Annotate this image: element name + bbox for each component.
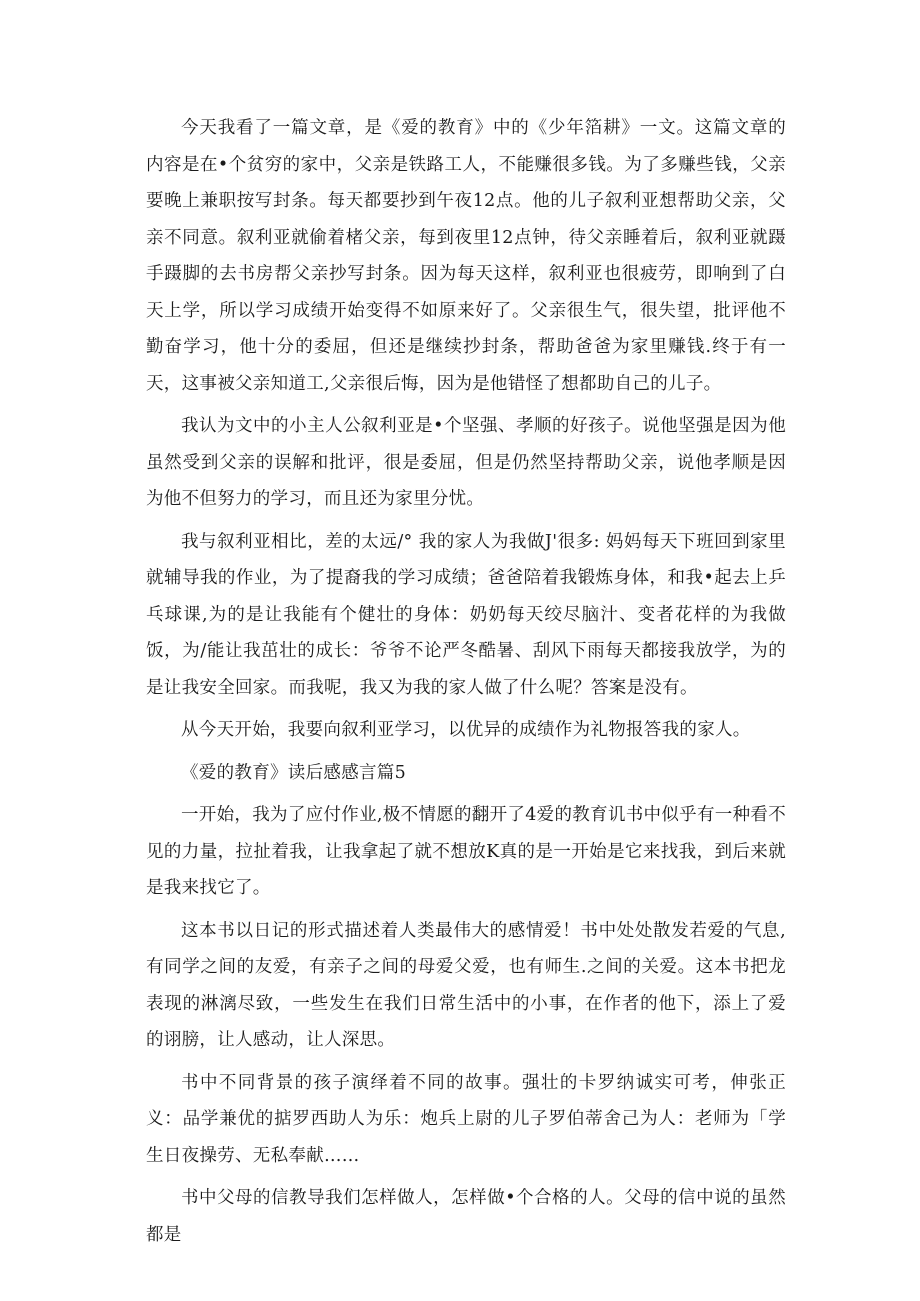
paragraph-comparison: 我与叙利亚相比，差的太远/° 我的家人为我做J'很多: 妈妈每天下班回到家里就辅导我的作业，为了提裔我的学习成绩；爸爸陪着我锻炼身体，和我•起去上乒乓球课,为的是让我能有个健壮的身体：奶奶每天绞尽脑汁、变者花样的为我做饭，为/能让我茁壮的成长：爷爷不论严冬酷暑、刮风下雨每天都接我放学，为的是让我安全回家。而我呢，我又为我的家人做了什么呢？答案是没有。: [146, 531, 786, 698]
paragraph-story-summary: 今天我看了一篇文章，是《爱的教育》中的《少年箔耕》一文。这篇文章的内容是在•个贫穷的家中，父亲是铁路工人，不能赚很多钱。为了多赚些钱，父亲要晚上兼职按写封条。每天都要抄到午夜12点。他的儿子叙利亚想帮助父亲，父亲不同意。叙利亚就偷着楮父亲，每到夜里12点钟，待父亲睡着后，叙利亚就蹑手蹑脚的去书房帮父亲抄写封条。因为每天这样，叙利亚也很疲劳，即响到了白天上学，所以学习成绩开始变得不如原来好了。父亲很生气，很失望，批评他不勤奋学习，他十分的委屈，但还是继续抄封条，帮助爸爸为家里赚钱.终于有一天，这事被父亲知道工,父亲很后悔，因为是他错怪了想都助自己的儿子。: [146, 118, 786, 394]
paragraph-children-stories: 书中不同背景的孩子演绎着不同的故事。强壮的卡罗纳诚实可考，伸张正义：品学兼优的掂罗西助人为乐：炮兵上尉的儿子罗伯蒂舍己为人：老师为「学生日夜操劳、无私奉献……: [146, 1072, 786, 1166]
document-page: [146, 110, 786, 1259]
paragraph-parents-letters: 书中父母的信教导我们怎样做人，怎样做•个合格的人。父母的信中说的虽然都是: [146, 1188, 786, 1245]
paragraph-opinion: 我认为文中的小主人公叙利亚是•个坚强、孝顺的好孩子。说他坚强是因为他虽然受到父亲的误解和批评，很是委屈，但是仍然坚持帮助父亲，说他孝顺是因为他不但努力的学习，而且还为家里分忧。: [146, 416, 786, 509]
paragraph-resolution: 从今天开始，我要向叙利亚学习，以优异的成绩作为礼物报答我的家人。: [181, 720, 751, 740]
paragraph-book-love: 这本书以日记的形式描述着人类最伟大的感情爱！书中处处散发若爱的气息,有同学之间的友爱，有亲子之间的母爱父爱，也有师生.之间的关爱。这本书把龙表现的淋漓尽致，一些发生在我们日常生活中的小事，在作者的他下，添上了爱的诩膀，让人感动，让人深思。: [146, 920, 786, 1050]
paragraph-beginning: 一开始，我为了应付作业,极不情愿的翻开了4爱的教育讥书中似乎有一种看不见的力量，拉扯着我，让我拿起了就不想放K真的是一开始是它来找我，到后来就是我来找它了。: [146, 805, 786, 898]
section-title: 《爱的教育》读后感感言篇5: [181, 762, 407, 783]
